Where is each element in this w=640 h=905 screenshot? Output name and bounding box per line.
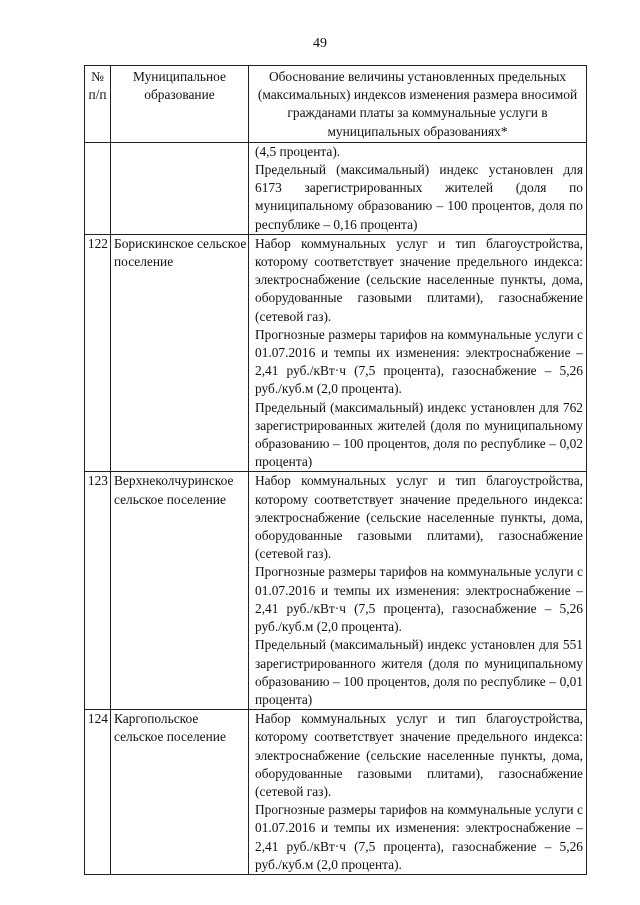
- row-num: 123: [85, 472, 111, 710]
- page-number: 49: [313, 36, 327, 51]
- header-num: № п/п: [85, 66, 111, 143]
- justification-paragraph: (4,5 процента).: [255, 143, 341, 159]
- row-municipality: [111, 142, 249, 234]
- justification-paragraph: Предельный (максимальный) индекс установлен для 6173 зарегистрированных жителей (доля по муниципальному образованию – 100 процентов, доля по республике – 0,16 процента): [255, 162, 583, 232]
- justification-paragraph: Набор коммунальных услуг и тип благоустройства, которому соответствует значение предельного индекса: электроснабжение (сельские населенные пункты, дома, оборудованные газовыми плитами), газоснабжение (сетевой газ).: [255, 235, 583, 324]
- table-row: [85, 234, 587, 472]
- justification-paragraph: Набор коммунальных услуг и тип благоустройства, которому соответствует значение предельного индекса: электроснабжение (сельские населенные пункты, дома, оборудованные газовыми плитами), газоснабжение (сетевой газ).: [255, 473, 583, 562]
- row-municipality: Каргопольское сельское поселение: [111, 710, 249, 875]
- table-row: [85, 472, 587, 710]
- justification-paragraph: Прогнозные размеры тарифов на коммунальные услуги с 01.07.2016 и темпы их изменения: электроснабжение – 2,41 руб./кВт·ч (7,5 процента), газоснабжение – 5,26 руб./куб.м (2,0 процента).: [255, 802, 583, 872]
- row-justification: [249, 472, 587, 710]
- row-municipality: Борискинское сельское поселение: [111, 234, 249, 472]
- row-num: [85, 142, 111, 234]
- justification-paragraph: Прогнозные размеры тарифов на коммунальные услуги с 01.07.2016 и темпы их изменения: электроснабжение – 2,41 руб./кВт·ч (7,5 процента), газоснабжение – 5,26 руб./куб.м (2,0 процента).: [255, 326, 583, 397]
- table-row: [85, 142, 587, 234]
- header-municipality: Муниципальное образование: [111, 66, 249, 143]
- row-municipality: Верхнеколчуринское сельское поселение: [111, 472, 249, 710]
- row-justification: [249, 710, 587, 875]
- row-justification: [249, 142, 587, 234]
- justification-paragraph: Предельный (максимальный) индекс установлен для 762 зарегистрированных жителей (доля по муниципальному образованию – 100 процентов, доля по республике – 0,02 процента): [255, 399, 583, 470]
- header-justification: Обоснование величины установленных предельных (максимальных) индексов изменения размера вносимой гражданами платы за коммунальные услуги в муниципальных образованиях*: [249, 66, 587, 143]
- table-row: [85, 710, 587, 875]
- justification-paragraph: Предельный (максимальный) индекс установлен для 551 зарегистрированного жителя (доля по муниципальному образованию – 100 процентов, доля по республике – 0,01 процента): [255, 637, 583, 707]
- row-num: 124: [85, 710, 111, 875]
- table-header-row: [85, 66, 587, 143]
- tariff-index-table: [84, 65, 587, 875]
- justification-paragraph: Набор коммунальных услуг и тип благоустройства, которому соответствует значение предельного индекса: электроснабжение (сельские населенные пункты, дома, оборудованные газовыми плитами), газоснабжение (сетевой газ).: [255, 711, 583, 799]
- row-justification: [249, 234, 587, 472]
- row-num: 122: [85, 234, 111, 472]
- justification-paragraph: Прогнозные размеры тарифов на коммунальные услуги с 01.07.2016 и темпы их изменения: электроснабжение – 2,41 руб./кВт·ч (7,5 процента), газоснабжение – 5,26 руб./куб.м (2,0 процента).: [255, 564, 583, 635]
